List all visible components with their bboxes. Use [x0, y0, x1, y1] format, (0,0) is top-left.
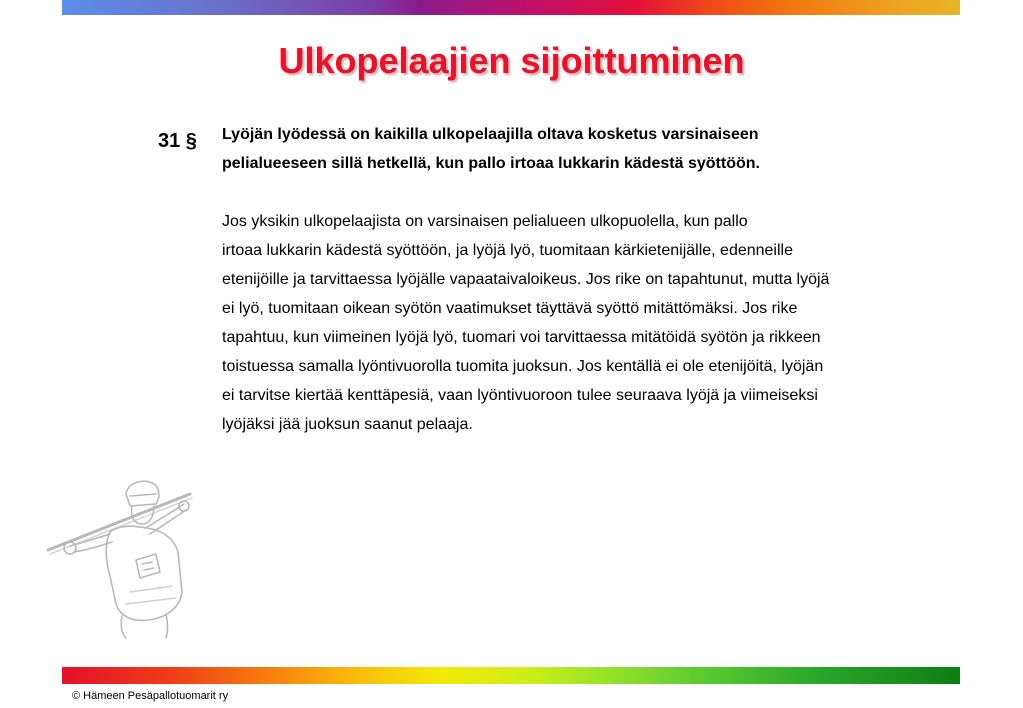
bottom-gradient-bar	[62, 667, 960, 684]
top-gradient-bar	[62, 0, 960, 15]
rule-body-line: ei tarvitse kiertää kenttäpesiä, vaan lyöntivuoroon tulee seuraava lyöjä ja viimeiseksi	[222, 387, 818, 404]
rule-body-line: etenijöille ja tarvittaessa lyöjälle vapaataivaloikeus. Jos rike on tapahtunut, mutta lyöjä	[222, 271, 830, 288]
rule-body-line: ei lyö, tuomitaan oikean syötön vaatimukset täyttävä syöttö mitättömäksi. Jos rike	[222, 300, 798, 317]
rule-bold-line: pelialueeseen sillä hetkellä, kun pallo irtoaa lukkarin kädestä syöttöön.	[222, 155, 760, 172]
rule-body-line: toistuessa samalla lyöntivuorolla tuomita juoksun. Jos kentällä ei ole etenijöitä, lyöjän	[222, 358, 824, 375]
rule-body-line: tapahtuu, kun viimeinen lyöjä lyö, tuomari voi tarvittaessa mitätöidä syötön ja rikkeen	[222, 329, 821, 346]
rule-body-line: Jos yksikin ulkopelaajista on varsinaisen pelialueen ulkopuolella, kun pallo	[222, 213, 748, 230]
paragraph-gap	[222, 178, 942, 207]
page-title: Ulkopelaajien sijoittuminen	[278, 40, 745, 81]
section-number: 31 §	[158, 130, 197, 152]
rule-body-line: lyöjäksi jää juoksun saanut pelaaja.	[222, 416, 473, 433]
copyright-footer: © Hämeen Pesäpallotuomarit ry	[72, 690, 229, 702]
rule-bold-line: Lyöjän lyödessä on kaikilla ulkopelaajilla oltava kosketus varsinaiseen	[222, 126, 759, 143]
batter-illustration	[40, 472, 205, 640]
rule-text	[222, 120, 942, 439]
rule-body-line: irtoaa lukkarin kädestä syöttöön, ja lyöjä lyö, tuomitaan kärkietenijälle, edenneille	[222, 242, 793, 259]
